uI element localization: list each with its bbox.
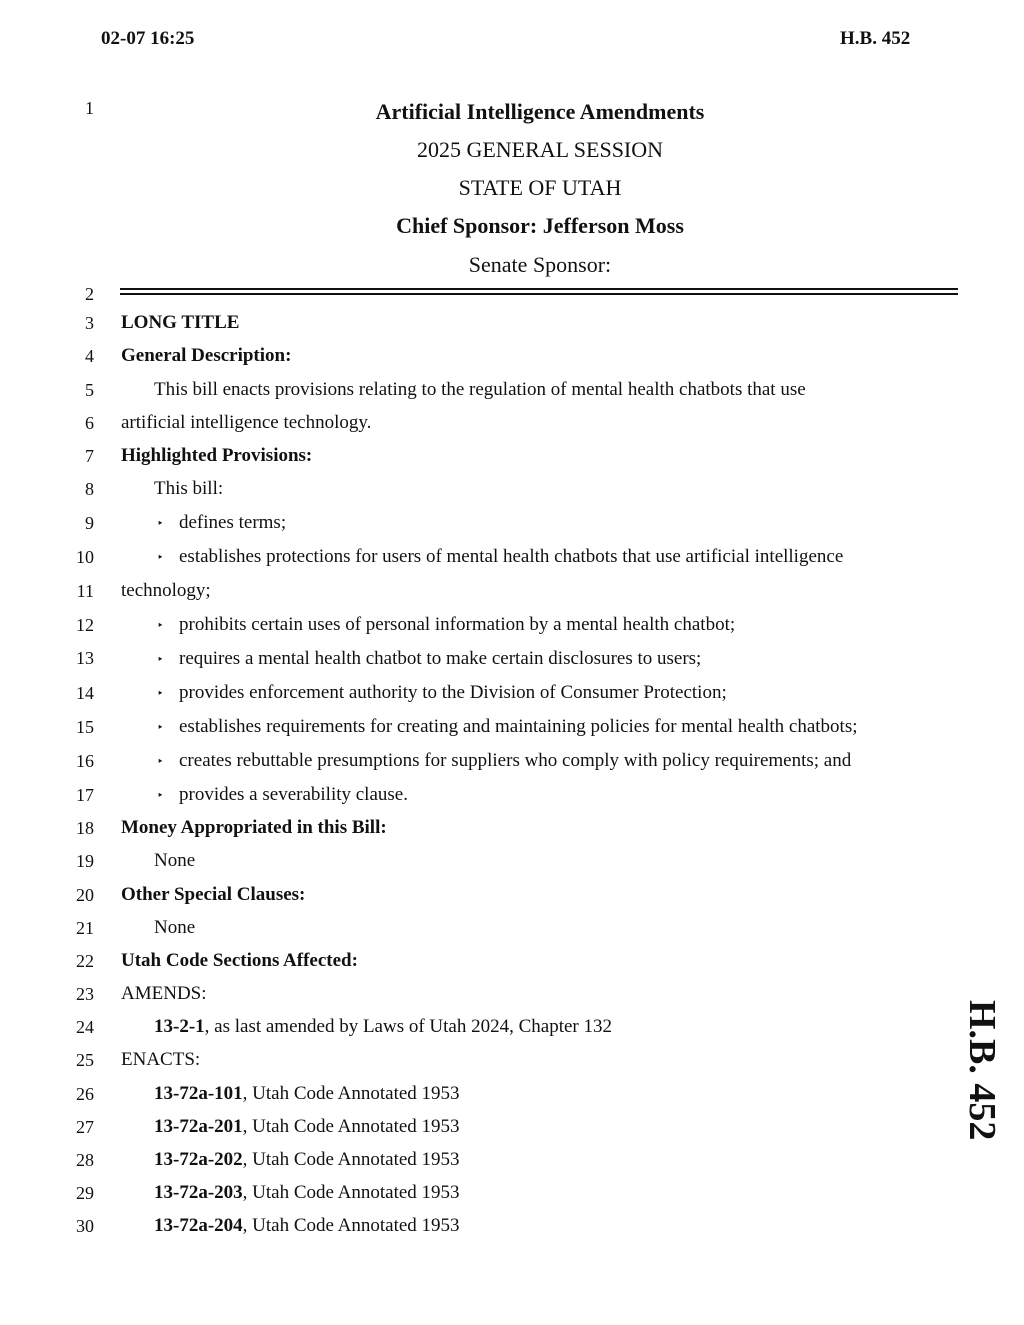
- line-number: 8: [85, 479, 94, 499]
- enacted-section: [154, 1083, 460, 1105]
- line-number: 15: [76, 717, 94, 737]
- provision-item: establishes requirements for creating and maintaining policies for mental health chatbots;: [179, 716, 858, 737]
- section-citation: , as last amended by Laws of Utah 2024, Chapter 132: [204, 1016, 613, 1037]
- special-clauses-value: None: [154, 917, 196, 938]
- line-number: 22: [76, 951, 94, 971]
- section-code: 13-72a-101: [154, 1083, 243, 1104]
- bill-title: Artificial Intelligence Amendments: [375, 99, 705, 124]
- line-number: 4: [85, 346, 94, 366]
- line-number: 13: [76, 648, 94, 668]
- long-title-heading: LONG TITLE: [121, 312, 240, 333]
- enacted-section: [154, 1215, 460, 1237]
- provision-item: provides enforcement authority to the Division of Consumer Protection;: [179, 682, 727, 703]
- amended-section: [154, 1016, 612, 1038]
- provision-item: provides a severability clause.: [179, 784, 408, 805]
- section-code: 13-2-1: [154, 1016, 205, 1037]
- section-code: 13-72a-203: [154, 1182, 243, 1203]
- line-number: 11: [76, 581, 94, 601]
- bullet-icon: ‣: [157, 518, 164, 530]
- line-number: 27: [76, 1117, 94, 1137]
- provision-item: prohibits certain uses of personal information by a mental health chatbot;: [179, 614, 736, 635]
- section-code: 13-72a-201: [154, 1116, 243, 1137]
- title-rule-bottom: [120, 293, 958, 295]
- line-number: 6: [85, 413, 94, 433]
- line-number: 30: [76, 1216, 94, 1236]
- money-appropriated-heading: Money Appropriated in this Bill:: [121, 817, 387, 838]
- line-number: 24: [76, 1017, 94, 1037]
- line-number: 5: [85, 380, 94, 400]
- section-code: 13-72a-204: [154, 1215, 243, 1236]
- highlighted-provisions-heading: Highlighted Provisions:: [121, 445, 313, 466]
- line-number: 3: [85, 313, 94, 333]
- side-bill-label: H.B. 452: [961, 1000, 1003, 1141]
- section-citation: , Utah Code Annotated 1953: [242, 1083, 460, 1104]
- line-number: 23: [76, 984, 94, 1004]
- section-citation: , Utah Code Annotated 1953: [242, 1215, 460, 1236]
- enacted-section: [154, 1116, 460, 1138]
- special-clauses-heading: Other Special Clauses:: [121, 884, 306, 905]
- section-citation: , Utah Code Annotated 1953: [242, 1116, 460, 1137]
- sections-affected-heading: Utah Code Sections Affected:: [121, 950, 358, 971]
- amends-label: AMENDS:: [121, 983, 207, 1004]
- line-number: 26: [76, 1084, 94, 1104]
- section-citation: , Utah Code Annotated 1953: [242, 1182, 460, 1203]
- provision-item: defines terms;: [179, 512, 287, 533]
- money-appropriated-value: None: [154, 850, 196, 871]
- general-description-line-1: This bill enacts provisions relating to the regulation of mental health chatbots that use: [154, 379, 806, 400]
- bullet-icon: ‣: [157, 620, 164, 632]
- title-rule-top: [120, 288, 958, 290]
- provision-continuation: technology;: [121, 580, 211, 601]
- provision-item: creates rebuttable presumptions for suppliers who comply with policy requirements; and: [179, 750, 852, 771]
- bullet-icon: ‣: [157, 722, 164, 734]
- provision-item: establishes protections for users of mental health chatbots that use artificial intelligence: [179, 546, 844, 567]
- this-bill-label: This bill:: [154, 478, 224, 499]
- enacts-label: ENACTS:: [121, 1049, 201, 1070]
- bullet-icon: ‣: [157, 790, 164, 802]
- enacted-section: [154, 1182, 460, 1204]
- chief-sponsor: Chief Sponsor: Jefferson Moss: [396, 213, 684, 238]
- line-number: 18: [76, 818, 94, 838]
- bullet-icon: ‣: [157, 756, 164, 768]
- session-label: 2025 GENERAL SESSION: [416, 137, 664, 162]
- senate-sponsor: Senate Sponsor:: [468, 252, 612, 277]
- line-number: 28: [76, 1150, 94, 1170]
- provision-item: requires a mental health chatbot to make certain disclosures to users;: [179, 648, 702, 669]
- state-label: STATE OF UTAH: [458, 175, 622, 200]
- general-description-heading: General Description:: [121, 345, 292, 366]
- line-number: 29: [76, 1183, 94, 1203]
- line-number: 9: [85, 513, 94, 533]
- section-citation: , Utah Code Annotated 1953: [242, 1149, 460, 1170]
- general-description-line-2: artificial intelligence technology.: [121, 412, 372, 433]
- line-number: 17: [76, 785, 94, 805]
- line-number: 16: [76, 751, 94, 771]
- bullet-icon: ‣: [157, 654, 164, 666]
- line-number: 20: [76, 885, 94, 905]
- line-number: 12: [76, 615, 94, 635]
- line-number: 10: [76, 547, 94, 567]
- line-number: 2: [85, 284, 94, 304]
- enacted-section: [154, 1149, 460, 1171]
- line-number: 21: [76, 918, 94, 938]
- line-number: 19: [76, 851, 94, 871]
- bullet-icon: ‣: [157, 688, 164, 700]
- line-number: 25: [76, 1050, 94, 1070]
- line-number: 1: [85, 98, 94, 118]
- line-number: 14: [76, 683, 94, 703]
- section-code: 13-72a-202: [154, 1149, 243, 1170]
- header-bill-number: H.B. 452: [840, 28, 911, 49]
- header-timestamp: 02-07 16:25: [101, 28, 195, 49]
- bullet-icon: ‣: [157, 552, 164, 564]
- line-number: 7: [85, 446, 94, 466]
